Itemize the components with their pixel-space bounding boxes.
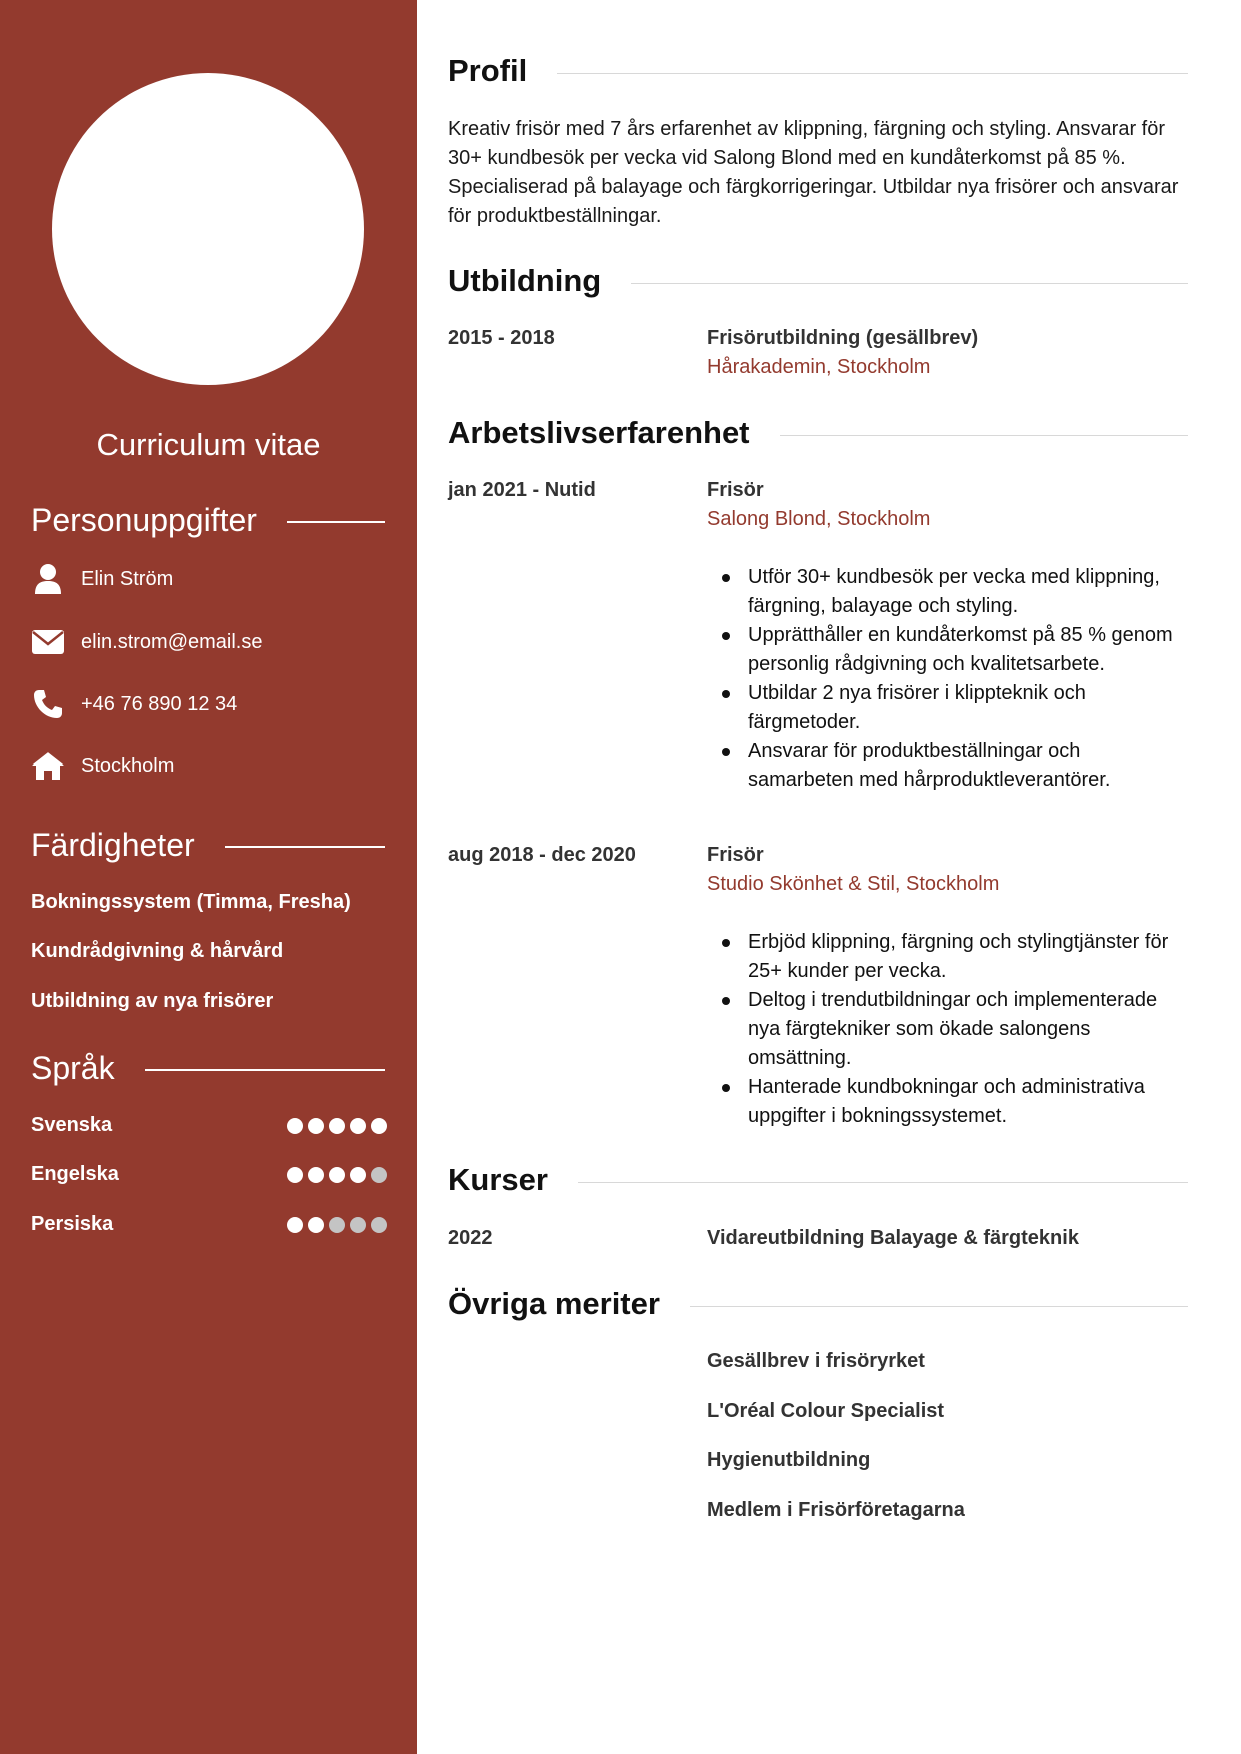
contact-phone-text[interactable]: +46 76 890 12 34 — [81, 692, 238, 715]
level-dot-filled — [308, 1167, 324, 1183]
person-icon — [31, 562, 65, 596]
languages-heading-text: Språk — [31, 1050, 115, 1086]
level-dot-filled — [329, 1167, 345, 1183]
list-item: Utför 30+ kundbesök per vecka med klippning, färgning, balayage och styling. — [720, 563, 1190, 621]
language-row — [31, 1213, 387, 1236]
job-date: jan 2021 - Nutid — [448, 479, 596, 501]
list-item: Ansvarar för produktbeställningar och samarbeten med hårproduktleverantörer. — [720, 737, 1190, 795]
course-title: Vidareutbildning Balayage & färgteknik — [707, 1227, 1079, 1249]
education-title: Frisörutbildning (gesällbrev) — [707, 327, 979, 349]
level-dot-filled — [308, 1118, 324, 1134]
job-date: aug 2018 - dec 2020 — [448, 844, 636, 866]
language-row — [31, 1163, 387, 1186]
language-name: Svenska — [31, 1114, 113, 1136]
contact-name — [31, 562, 173, 596]
contact-location-text: Stockholm — [81, 754, 175, 777]
education-heading-text: Utbildning — [448, 263, 602, 298]
level-dot-empty — [371, 1217, 387, 1233]
education-date: 2015 - 2018 — [448, 327, 555, 349]
skill-item: Utbildning av nya frisörer — [31, 990, 274, 1012]
profile-photo-placeholder — [52, 73, 364, 385]
list-item: Upprätthåller en kundåterkomst på 85 % genom personlig rådgivning och kvalitetsarbete. — [720, 621, 1190, 679]
heading-divider — [225, 846, 385, 848]
language-name: Persiska — [31, 1213, 114, 1235]
heading-divider — [557, 73, 1188, 74]
level-dot-filled — [308, 1217, 324, 1233]
level-dot-empty — [371, 1167, 387, 1183]
heading-divider — [780, 435, 1188, 436]
skill-item: Kundrådgivning & hårvård — [31, 940, 284, 962]
contact-location — [31, 749, 174, 783]
job-title: Frisör — [707, 479, 764, 501]
skills-heading-text: Färdigheter — [31, 827, 195, 863]
list-item: Deltog i trendutbildningar och implementerade nya färgtekniker som ökade salongens omsättning. — [720, 986, 1190, 1073]
courses-heading-text: Kurser — [448, 1162, 548, 1197]
contact-phone[interactable] — [31, 687, 237, 721]
profile-summary: Kreativ frisör med 7 års erfarenhet av klippning, färgning och styling. Ansvarar för 30+ kundbesök per vecka vid Salong Blond med en kundåterkomst på 85 %. Specialiserad på balayage och färgkorrigeringar. Utbildar nya frisörer och ansvarar för produktbeställningar. — [448, 118, 1179, 227]
heading-divider — [578, 1182, 1188, 1183]
personal-info-heading — [31, 502, 385, 539]
language-level-dots — [287, 1217, 387, 1233]
experience-heading-text: Arbetslivserfarenhet — [448, 415, 750, 450]
contact-name-text: Elin Ström — [81, 567, 174, 590]
phone-icon — [31, 687, 65, 721]
cv-title: Curriculum vitae — [96, 427, 321, 462]
job-bullets — [720, 928, 1190, 1131]
language-row — [31, 1114, 387, 1137]
courses-heading — [448, 1162, 1188, 1198]
level-dot-filled — [329, 1118, 345, 1134]
level-dot-empty — [350, 1217, 366, 1233]
heading-divider — [690, 1306, 1188, 1307]
level-dot-filled — [287, 1167, 303, 1183]
level-dot-filled — [350, 1167, 366, 1183]
level-dot-filled — [287, 1217, 303, 1233]
education-school: Hårakademin, Stockholm — [707, 356, 931, 378]
main-content — [448, 0, 1188, 1754]
language-level-dots — [287, 1118, 387, 1134]
sidebar — [0, 0, 417, 1754]
heading-divider — [631, 283, 1188, 284]
heading-divider — [145, 1069, 385, 1071]
merits-heading-text: Övriga meriter — [448, 1286, 660, 1321]
level-dot-filled — [371, 1118, 387, 1134]
level-dot-filled — [350, 1118, 366, 1134]
heading-divider — [287, 521, 385, 523]
education-heading — [448, 263, 1188, 299]
merits-heading — [448, 1286, 1188, 1322]
merit-item: Medlem i Frisörföretagarna — [707, 1499, 965, 1521]
job-employer: Studio Skönhet & Stil, Stockholm — [707, 873, 1000, 895]
job-title: Frisör — [707, 844, 764, 866]
language-name: Engelska — [31, 1163, 119, 1185]
job-bullets — [720, 563, 1190, 795]
profile-heading-text: Profil — [448, 53, 528, 88]
level-dot-filled — [287, 1118, 303, 1134]
experience-heading — [448, 415, 1188, 451]
contact-email[interactable] — [31, 625, 262, 659]
skills-heading — [31, 827, 385, 864]
list-item: Erbjöd klippning, färgning och stylingtjänster för 25+ kunder per vecka. — [720, 928, 1190, 986]
home-icon — [31, 749, 65, 783]
list-item: Utbildar 2 nya frisörer i klippteknik och färgmetoder. — [720, 679, 1190, 737]
contact-email-text[interactable]: elin.strom@email.se — [81, 630, 263, 653]
skill-item: Bokningssystem (Timma, Fresha) — [31, 891, 351, 913]
list-item: Hanterade kundbokningar och administrativa uppgifter i bokningssystemet. — [720, 1073, 1190, 1131]
job-employer: Salong Blond, Stockholm — [707, 508, 931, 530]
envelope-icon — [31, 625, 65, 659]
level-dot-empty — [329, 1217, 345, 1233]
course-date: 2022 — [448, 1227, 493, 1249]
merit-item: Hygienutbildning — [707, 1449, 871, 1471]
merit-item: L'Oréal Colour Specialist — [707, 1400, 945, 1422]
language-level-dots — [287, 1167, 387, 1183]
languages-heading — [31, 1050, 385, 1087]
personal-info-heading-text: Personuppgifter — [31, 502, 257, 538]
merit-item: Gesällbrev i frisöryrket — [707, 1350, 925, 1372]
profile-heading — [448, 53, 1188, 89]
